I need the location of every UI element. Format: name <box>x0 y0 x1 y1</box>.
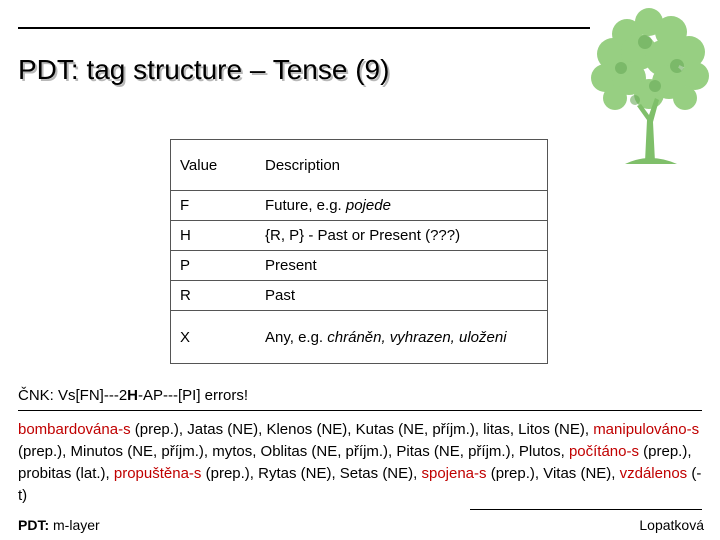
section-rule <box>18 410 702 411</box>
page-title: PDT: tag structure – Tense (9) <box>18 54 390 85</box>
cell-description <box>256 311 548 364</box>
desc-text: Future, e.g. <box>265 197 346 214</box>
desc-example: chráněn, vyhrazen, uloženi <box>327 328 507 346</box>
error-word-highlighted: bombardována-s <box>18 421 131 438</box>
cell-value: F <box>171 191 257 221</box>
error-word-highlighted: vzdálenos <box>619 465 688 482</box>
table-header-row <box>171 140 548 191</box>
table-row <box>171 221 548 251</box>
error-word-text: (prep.), Rytas (NE), Setas (NE), <box>201 465 422 482</box>
header-value: Value <box>171 140 257 191</box>
title-top-rule <box>18 27 590 29</box>
footer-course-bold: PDT: <box>18 517 50 533</box>
cnk-query-line <box>18 387 248 404</box>
cnk-bold-h: H <box>127 387 139 404</box>
error-word-highlighted: propuštěna-s <box>113 465 202 482</box>
cell-description <box>256 191 548 221</box>
cell-value: X <box>180 328 191 346</box>
table-row <box>171 191 548 221</box>
footer-course <box>18 517 100 533</box>
desc-text: {R, P} - Past or Present (???) <box>265 227 461 244</box>
error-word-text: (prep.), Jatas (NE), Klenos (NE), Kutas (NE, příjm.), litas, Litos (NE), <box>130 421 594 438</box>
cell-value: H <box>171 221 257 251</box>
desc-text: Past <box>265 287 296 304</box>
cell-value: R <box>171 281 257 311</box>
error-word-list <box>18 419 708 507</box>
error-word-highlighted: manipulováno-s <box>593 421 700 438</box>
cell-description <box>256 281 548 311</box>
error-word-text: (prep.), Vitas (NE), <box>486 465 620 482</box>
cell-description <box>256 251 548 281</box>
footer-author: Lopatková <box>639 517 704 533</box>
cell-description <box>256 221 548 251</box>
header-description: Description <box>256 140 548 191</box>
error-word-highlighted: počítáno-s <box>568 443 639 460</box>
cnk-suffix: -AP---[PI] errors! <box>138 387 249 404</box>
footer-rule <box>470 509 702 510</box>
cell-value: P <box>171 251 257 281</box>
table-row <box>171 251 548 281</box>
tense-tag-table <box>170 139 548 364</box>
error-word-text: (prep.), Minutos (NE, příjm.), mytos, Oblitas (NE, příjm.), Pitas (NE, příjm.), Plutos, <box>18 443 569 460</box>
cnk-prefix: ČNK: Vs[FN]---2 <box>18 387 128 404</box>
desc-text: Present <box>265 257 317 274</box>
table-row <box>171 281 548 311</box>
table-row <box>171 311 548 364</box>
footer-course-rest: m-layer <box>49 517 100 533</box>
error-word-text: (-t) <box>18 465 702 504</box>
error-word-highlighted: spojena-s <box>421 465 487 482</box>
desc-example: pojede <box>345 197 391 214</box>
error-word-text: (prep.), probitas (lat.), <box>18 443 692 482</box>
tree-icon <box>585 2 717 167</box>
desc-text: Any, e.g. <box>265 328 328 346</box>
